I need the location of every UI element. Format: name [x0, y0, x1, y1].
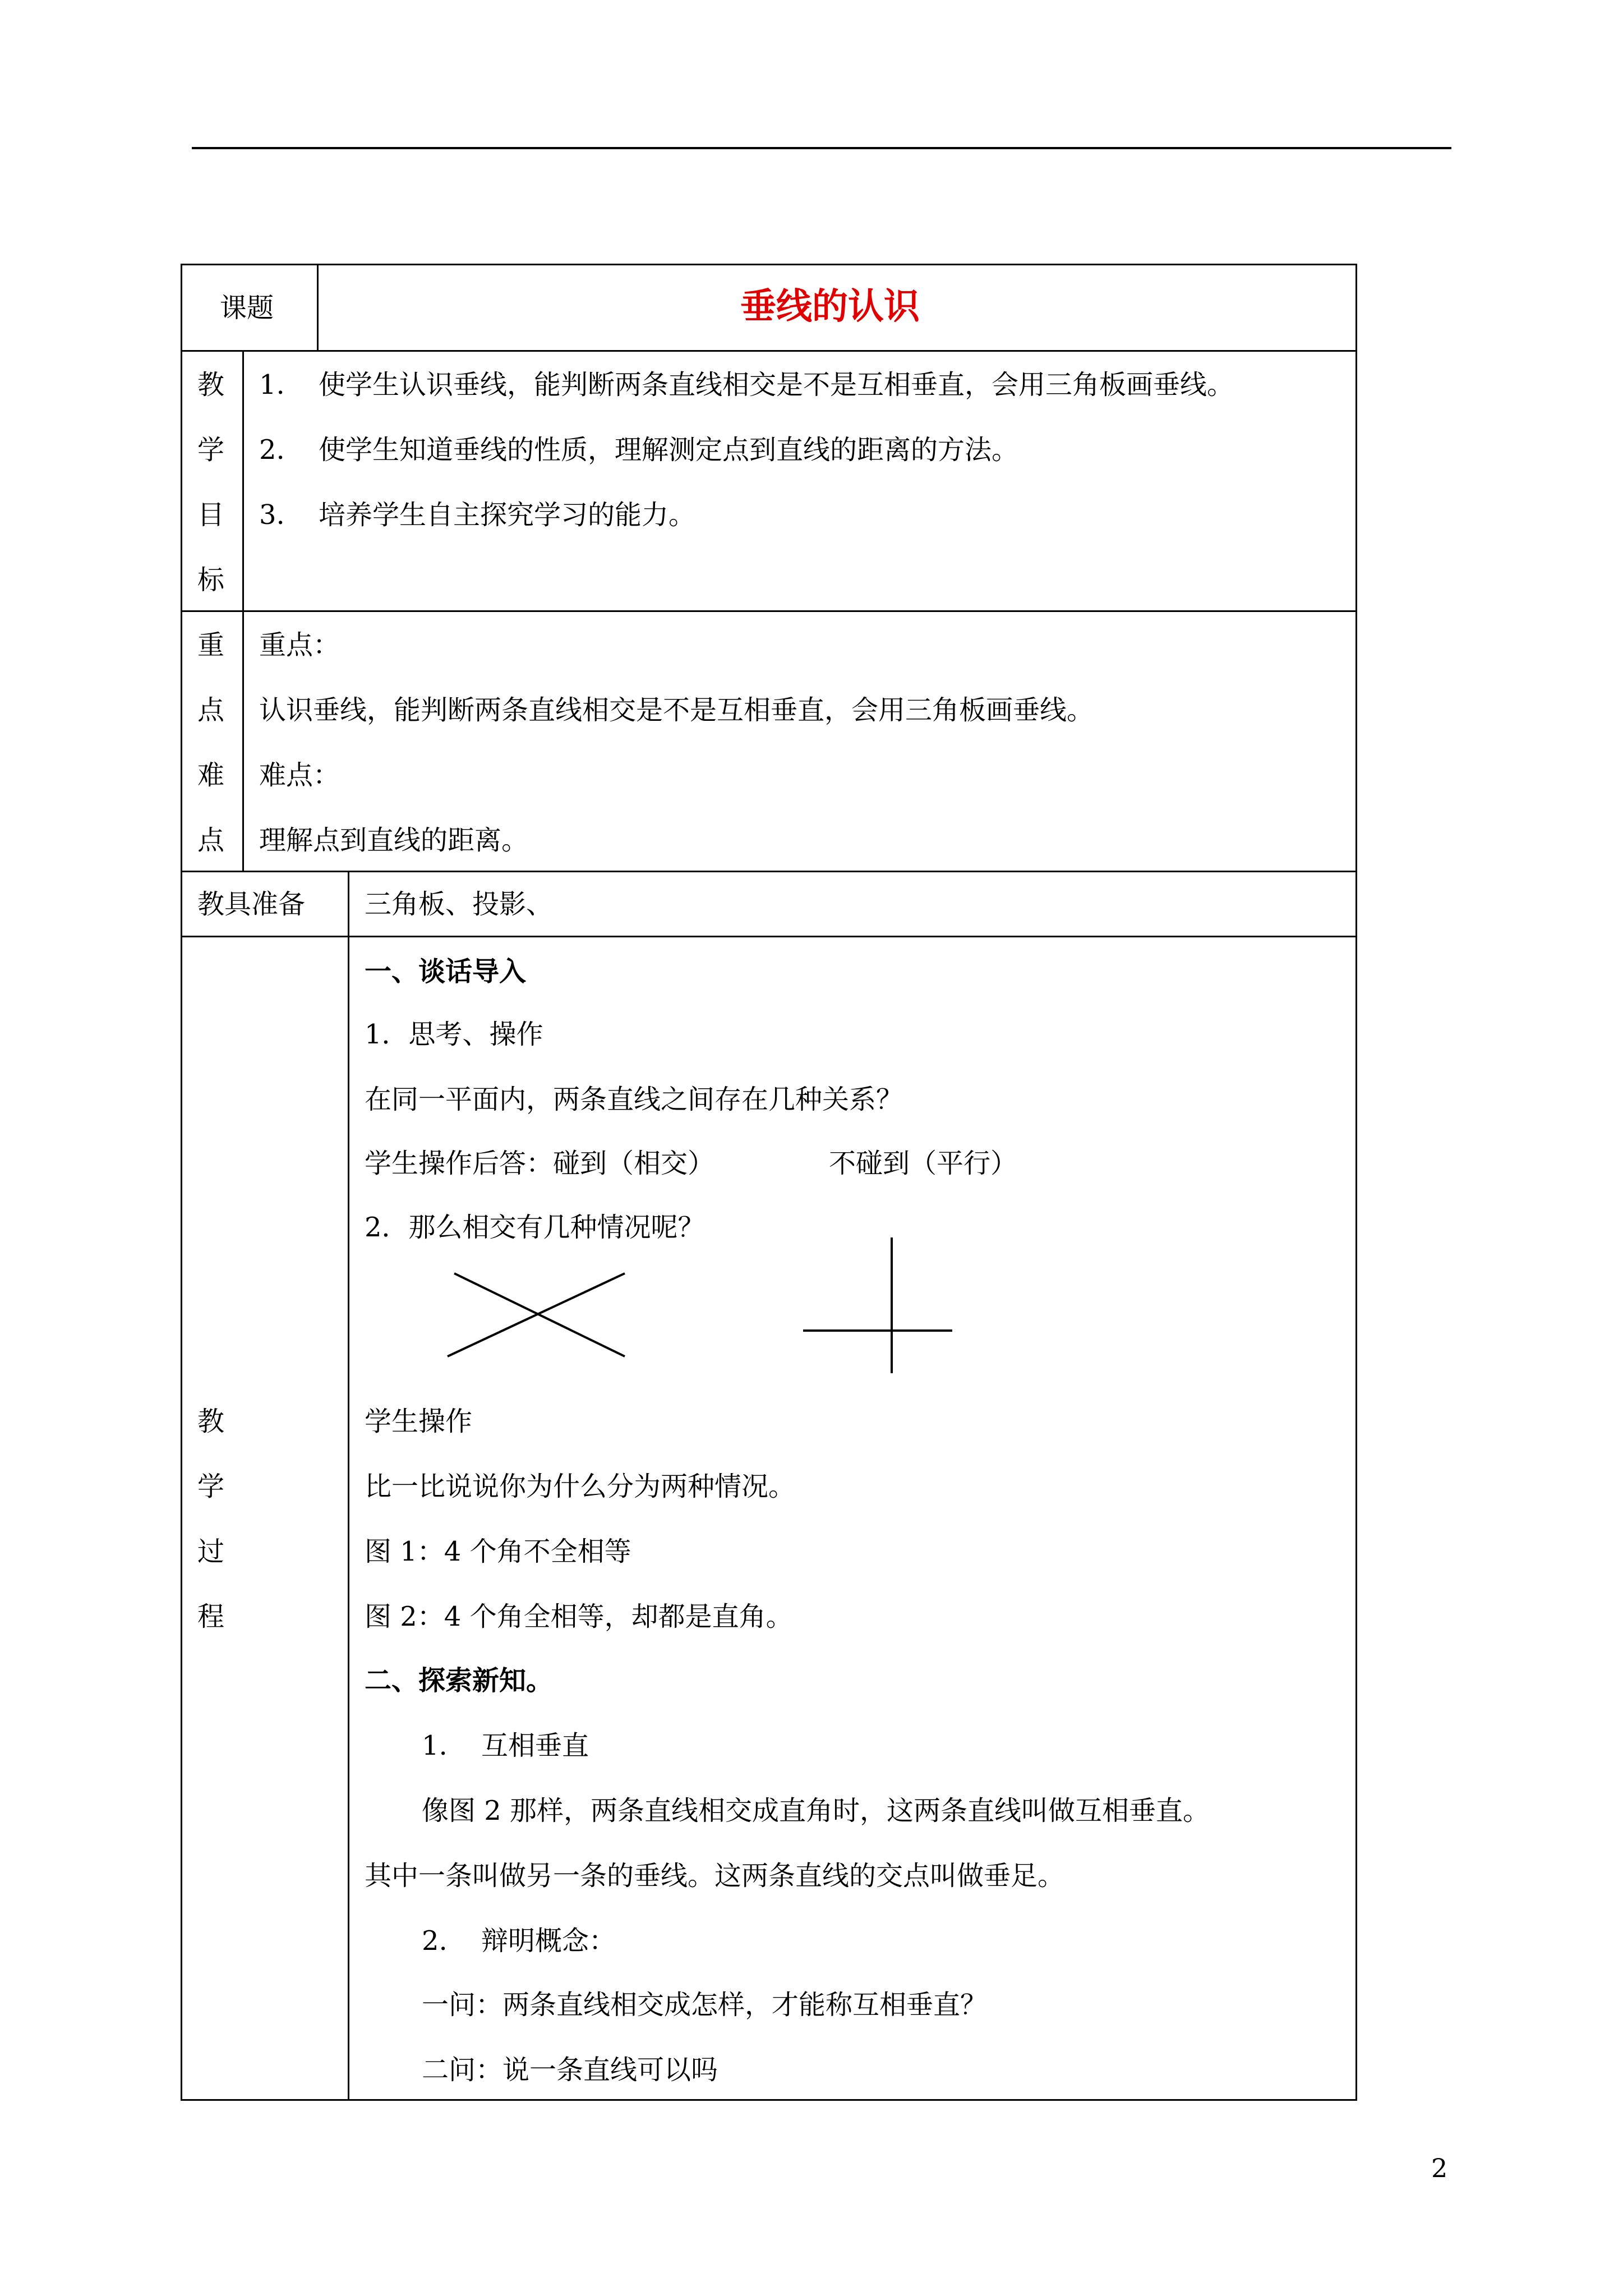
definition-line-1: 像图 2 那样，两条直线相交成直角时，这两条直线叫做互相垂直。: [422, 1795, 1210, 1826]
figure-1-caption: 图 1：4 个角不全相等: [365, 1536, 631, 1567]
objective-3-number: 3.: [259, 499, 285, 531]
sub-2-number: 2.: [422, 1925, 448, 1957]
question-one: 一问：两条直线相交成怎样，才能称互相垂直？: [422, 1989, 988, 2021]
objective-1-number: 1.: [259, 369, 285, 401]
question-two: 二问：说一条直线可以吗: [422, 2054, 718, 2086]
objective-1-text: 使学生认识垂线，能判断两条直线相交是不是互相垂直，会用三角板画垂线。: [319, 369, 1234, 401]
perpendicular-lines-figure: [796, 1233, 959, 1379]
sub-2-title: 辩明概念：: [481, 1925, 616, 1957]
objective-2-text: 使学生知道垂线的性质，理解测定点到直线的距离的方法。: [319, 434, 1019, 466]
page-title: 垂线的认识: [740, 286, 920, 328]
page-number: 2: [1431, 2153, 1448, 2183]
tools-label: 教具准备: [197, 889, 306, 920]
title-label: 课题: [220, 292, 274, 324]
compare-text: 比一比说说你为什么分为两种情况。: [365, 1471, 796, 1502]
section-1-heading: 一、谈话导入: [365, 956, 527, 987]
objective-3-text: 培养学生自主探究学习的能力。: [319, 499, 696, 531]
sub-1-number: 1.: [422, 1730, 448, 1761]
student-operation: 学生操作: [365, 1406, 473, 1437]
section-2-heading: 二、探索新知。: [365, 1665, 554, 1696]
important-text: 认识垂线，能判断两条直线相交是不是互相垂直，会用三角板画垂线。: [259, 694, 1094, 726]
intersecting-lines-figure: [437, 1262, 634, 1363]
item-2: 2．那么相交有几种情况呢？: [365, 1212, 705, 1243]
header-rule: [192, 147, 1451, 149]
definition-line-2: 其中一条叫做另一条的垂线。这两条直线的交点叫做垂足。: [365, 1860, 1065, 1892]
answer-suffix: 不碰到（平行）: [829, 1148, 1018, 1179]
sub-1-title: 互相垂直: [481, 1730, 589, 1761]
difficult-text: 理解点到直线的距离。: [259, 825, 529, 856]
item-1: 1．思考、操作: [365, 1019, 543, 1050]
figure-2-caption: 图 2：4 个角全相等，却都是直角。: [365, 1601, 793, 1632]
important-heading: 重点：: [259, 629, 340, 661]
objective-2-number: 2.: [259, 434, 285, 466]
question-1: 在同一平面内，两条直线之间存在几种关系？: [365, 1084, 903, 1115]
tools-value: 三角板、投影、: [365, 889, 554, 920]
answer-prefix: 学生操作后答：碰到（相交）: [365, 1148, 715, 1179]
difficult-heading: 难点：: [259, 760, 340, 791]
